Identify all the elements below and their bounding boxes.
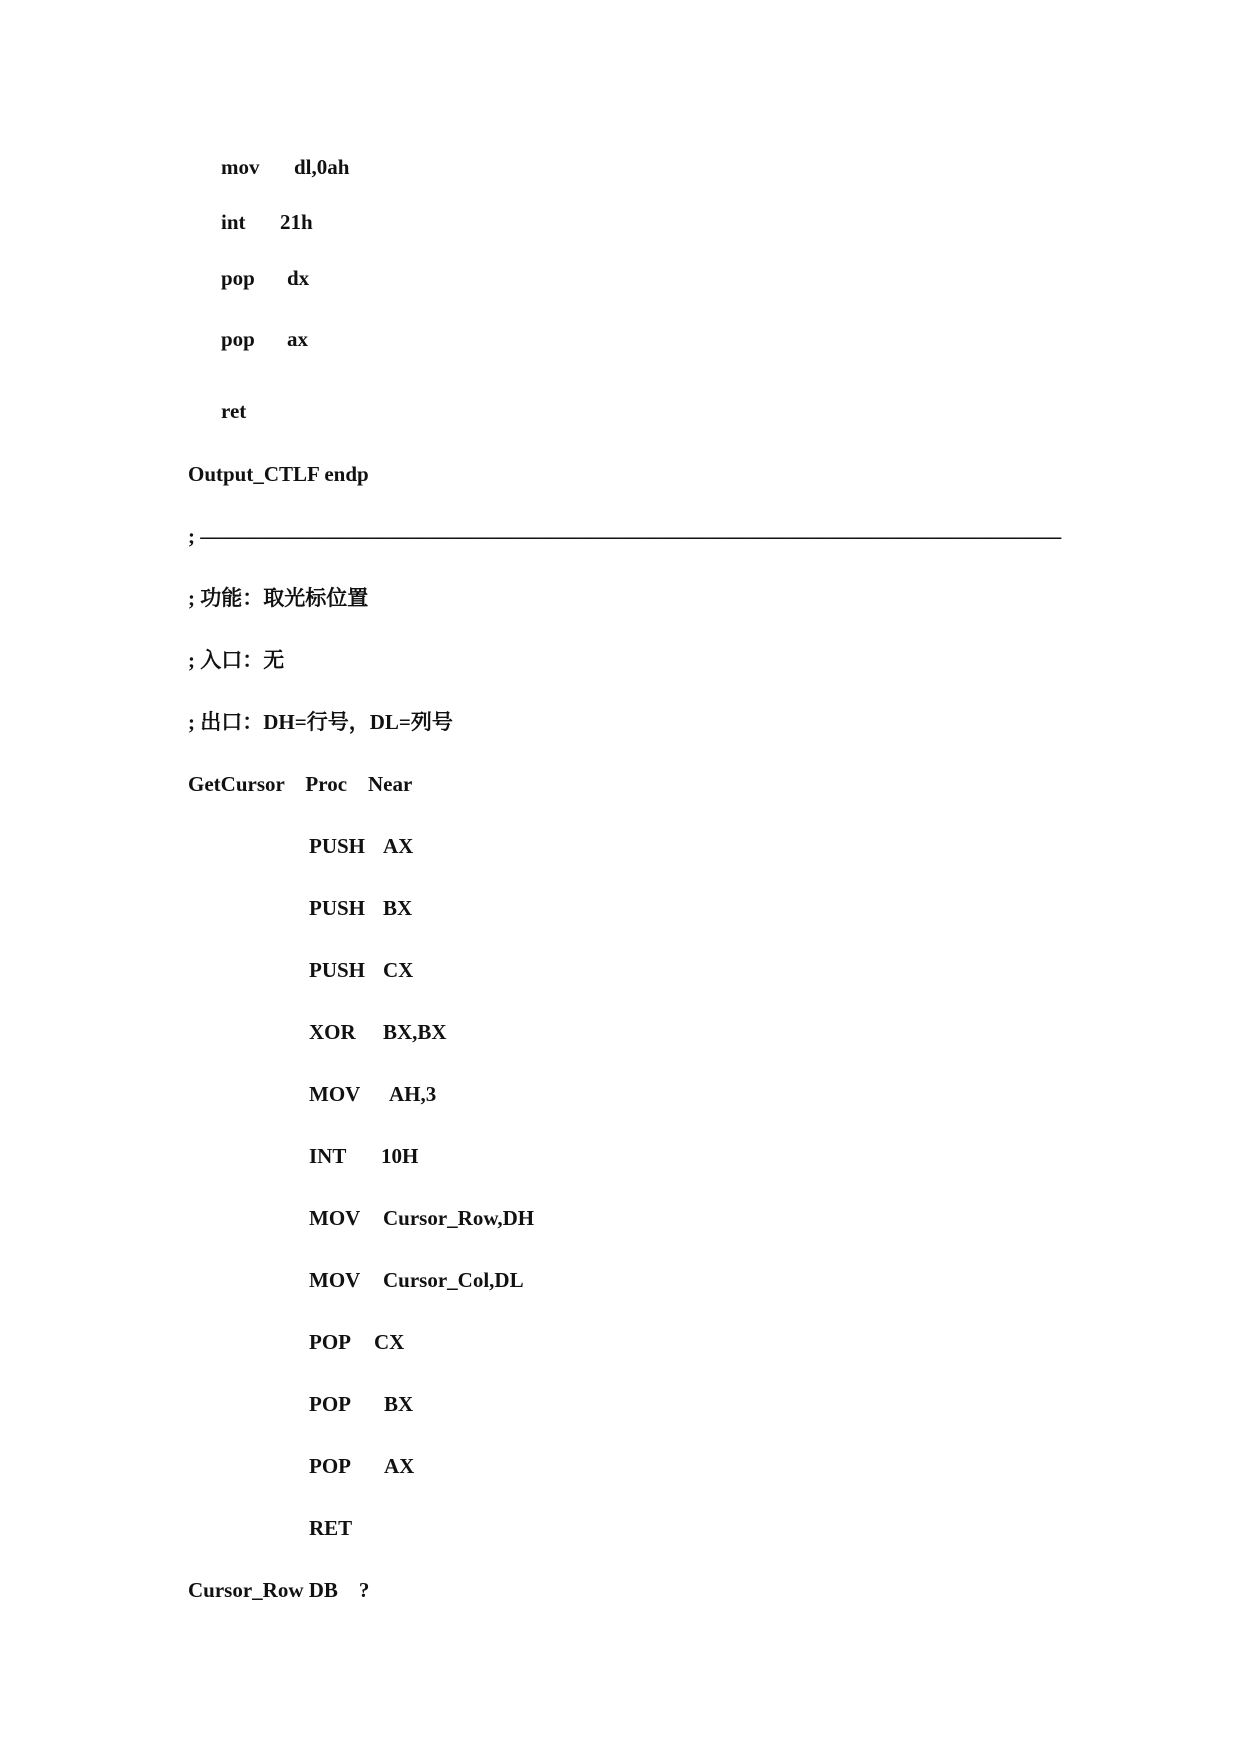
code-line <box>309 1205 534 1231</box>
mnemonic: POP <box>309 1330 351 1354</box>
operand: ax <box>287 327 308 351</box>
mnemonic: MOV <box>309 1268 361 1292</box>
code-line <box>309 1453 414 1479</box>
code-line <box>221 265 309 291</box>
operand: BX <box>384 1392 414 1416</box>
operand: AX <box>383 834 414 858</box>
mnemonic: PUSH <box>309 834 366 858</box>
code-line <box>309 895 412 921</box>
code-line <box>309 1391 413 1417</box>
code-line <box>309 1267 524 1293</box>
mnemonic: int <box>221 210 246 234</box>
mnemonic: PUSH <box>309 958 366 982</box>
mnemonic: RET <box>309 1516 353 1540</box>
mnemonic: MOV <box>309 1206 361 1230</box>
operand: CX <box>383 958 414 982</box>
operand: CX <box>374 1330 405 1354</box>
operand: BX <box>383 896 413 920</box>
operand: Cursor_Row,DH <box>383 1206 535 1230</box>
mnemonic: mov <box>221 155 260 179</box>
code-line <box>221 209 313 235</box>
code-line <box>309 957 413 983</box>
code-line <box>309 1081 436 1107</box>
proc-end-line: Output_CTLF endp <box>188 462 369 486</box>
operand: BX,BX <box>383 1020 447 1044</box>
mnemonic: POP <box>309 1454 351 1478</box>
operand: 21h <box>280 210 313 234</box>
data-definition-line: Cursor_Row DB ? <box>188 1578 370 1602</box>
operand: AH,3 <box>389 1082 437 1106</box>
code-line <box>309 1143 418 1169</box>
code-line <box>221 326 308 352</box>
operand: AX <box>384 1454 415 1478</box>
mnemonic: ret <box>221 399 247 423</box>
operand: dx <box>287 266 310 290</box>
operand: 10H <box>381 1144 419 1168</box>
operand: dl,0ah <box>294 155 350 179</box>
mnemonic: INT <box>309 1144 347 1168</box>
code-line <box>309 833 413 859</box>
code-line <box>221 154 349 180</box>
comment-line: ; 出口：DH=行号，DL=列号 <box>188 710 453 734</box>
comment-line: ; 入口：无 <box>188 648 285 672</box>
mnemonic: MOV <box>309 1082 361 1106</box>
separator-comment: ; ――――――――――――――――――――――――――――――――――――――――― <box>188 524 1062 548</box>
mnemonic: XOR <box>309 1020 356 1044</box>
code-line <box>309 1019 447 1045</box>
mnemonic: PUSH <box>309 896 366 920</box>
comment-line: ; 功能：取光标位置 <box>188 586 369 610</box>
code-line <box>309 1329 404 1355</box>
code-line <box>221 398 246 424</box>
operand: Cursor_Col,DL <box>383 1268 524 1292</box>
proc-header-line: GetCursor Proc Near <box>188 772 413 796</box>
mnemonic: POP <box>309 1392 351 1416</box>
mnemonic: pop <box>221 266 255 290</box>
mnemonic: pop <box>221 327 255 351</box>
code-line <box>309 1515 352 1541</box>
